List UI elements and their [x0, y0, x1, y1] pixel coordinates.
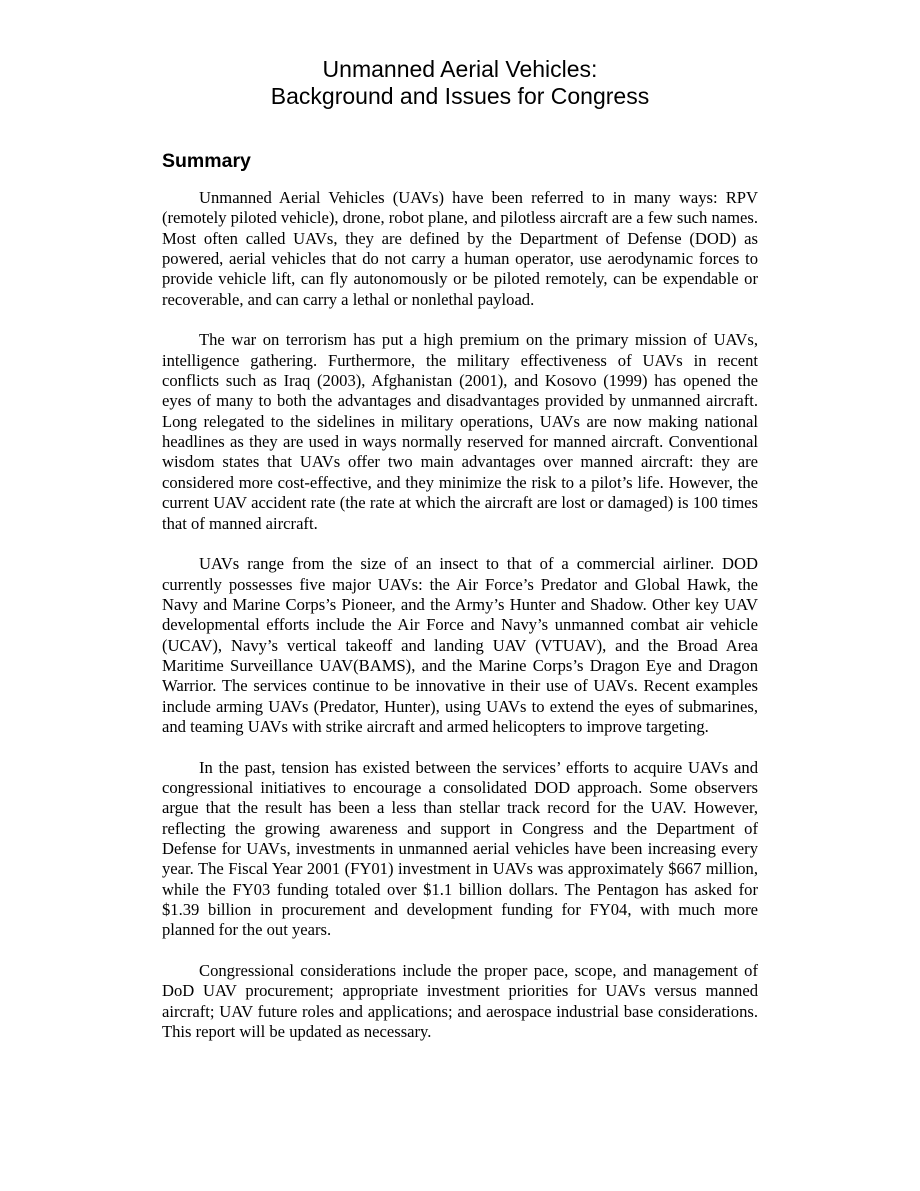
title-line-2: Background and Issues for Congress [270, 83, 650, 109]
summary-paragraph-5: Congressional considerations include the proper pace, scope, and management of DoD UAV procurement; appropriate investment priorities for UAVs versus manned aircraft; UAV future roles and applications; and aerospace industrial base considerations. This report will be updated as necessary. [162, 961, 758, 1042]
summary-paragraph-4: In the past, tension has existed between the services’ efforts to acquire UAVs and congressional initiatives to encourage a consolidated DOD approach. Some observers argue that the result has been a less than stellar track record for the UAV. However, reflecting the growing awareness and support in Congress and the Department of Defense for UAVs, investments in unmanned aerial vehicles have been increasing every year. The Fiscal Year 2001 (FY01) investment in UAVs was approximately $667 million, while the FY03 funding totaled over $1.1 billion dollars. The Pentagon has asked for $1.39 billion in procurement and development funding for FY04, with much more planned for the out years. [162, 757, 758, 940]
summary-paragraph-2: The war on terrorism has put a high premium on the primary mission of UAVs, intelligence gathering. Furthermore, the military effectiveness of UAVs in recent conflicts such as Iraq (2003), Afghanistan (2001), and Kosovo (1999) has opened the eyes of many to both the advantages and disadvantages provided by unmanned aircraft. Long relegated to the sidelines in military operations, UAVs are now making national headlines as they are used in ways normally reserved for manned aircraft. Conventional wisdom states that UAVs offer two main advantages over manned aircraft: they are considered more cost-effective, and they minimize the risk to a pilot’s life. However, the current UAV accident rate (the rate at which the aircraft are lost or damaged) is 100 times that of manned aircraft. [162, 330, 758, 533]
title-line-1: Unmanned Aerial Vehicles: [322, 56, 598, 82]
summary-heading: Summary [162, 150, 251, 172]
document-page [162, 56, 758, 1063]
summary-paragraph-3: UAVs range from the size of an insect to that of a commercial airliner. DOD currently possesses five major UAVs: the Air Force’s Predator and Global Hawk, the Navy and Marine Corps’s Pioneer, and the Army’s Hunter and Shadow. Other key UAV developmental efforts include the Air Force and Navy’s unmanned combat air vehicle (UCAV), Navy’s vertical takeoff and landing UAV (VTUAV), and the Broad Area Maritime Surveillance UAV(BAMS), and the Marine Corps’s Dragon Eye and Dragon Warrior. The services continue to be innovative in their use of UAVs. Recent examples include arming UAVs (Predator, Hunter), using UAVs to extend the eyes of submarines, and teaming UAVs with strike aircraft and armed helicopters to improve targeting. [162, 554, 758, 736]
document-title [162, 56, 758, 110]
summary-paragraph-1: Unmanned Aerial Vehicles (UAVs) have been referred to in many ways: RPV (remotely piloted vehicle), drone, robot plane, and pilotless aircraft are a few such names. Most often called UAVs, they are defined by the Department of Defense (DOD) as powered, aerial vehicles that do not carry a human operator, use aerodynamic forces to provide vehicle lift, can fly autonomously or be piloted remotely, can be expendable or recoverable, and can carry a lethal or nonlethal payload. [162, 188, 758, 309]
